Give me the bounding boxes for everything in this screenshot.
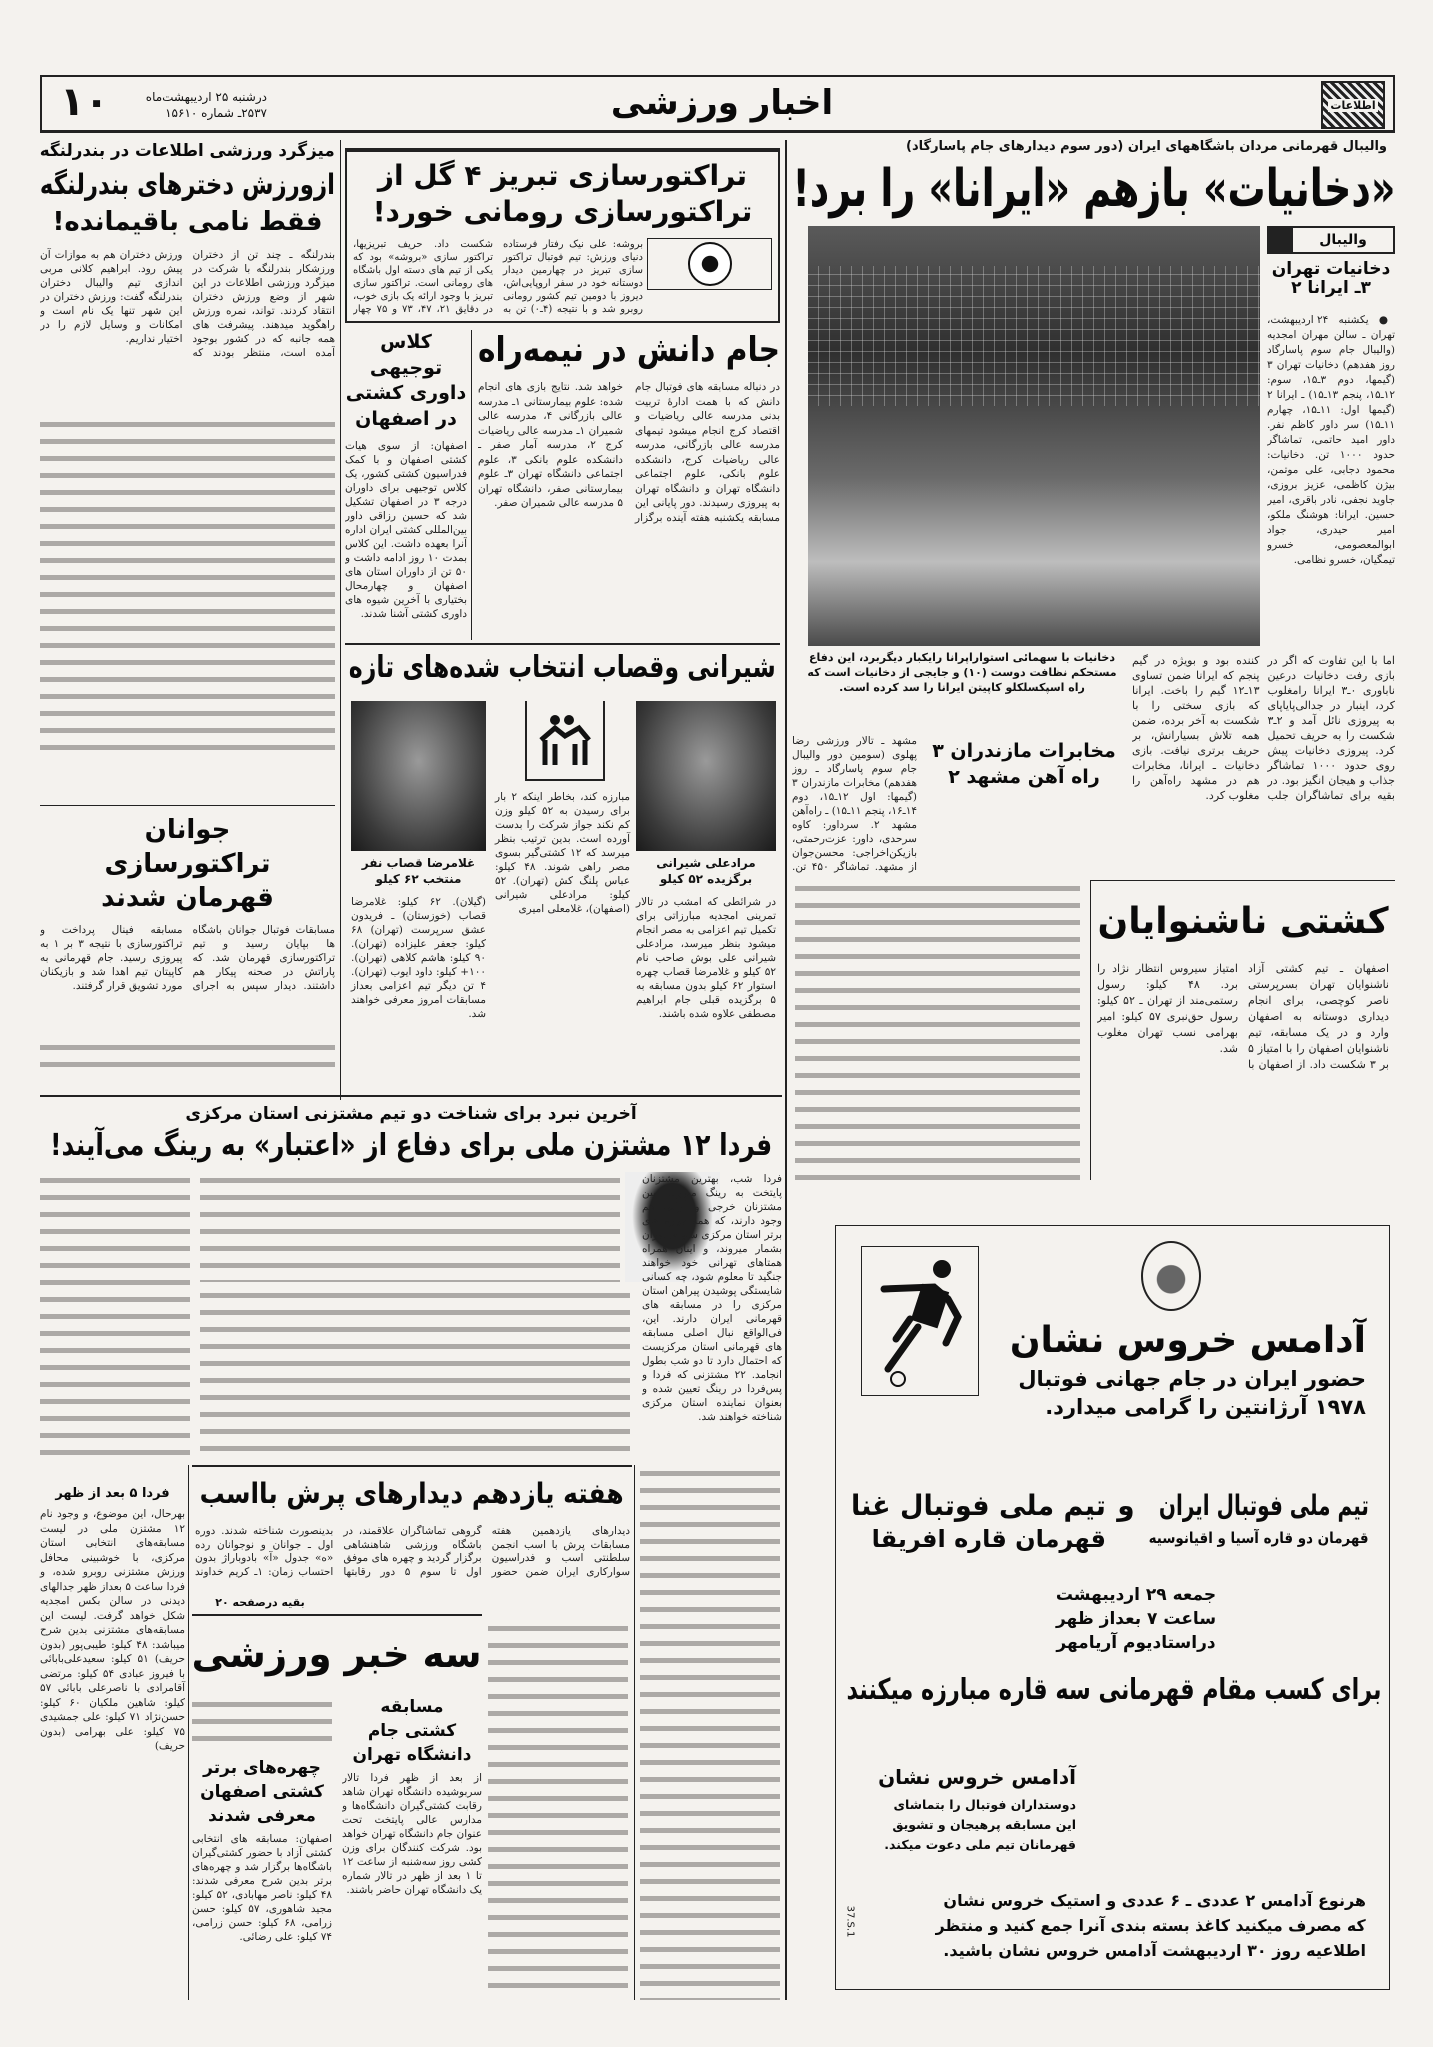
text-line <box>1097 901 1389 943</box>
text-line-content: ساعت ۷ بعداز ظهر <box>1055 1609 1217 1629</box>
text-line-content: جام دانش در نیمه‌راه <box>477 330 780 370</box>
text-line-content: ازورزش دخترهای بندرلنگه <box>39 168 335 201</box>
ad-code: 37.S.1 <box>844 1905 856 1938</box>
text-line-content: برای کسب مقام قهرمانی سه قاره مبارزه میکنند <box>846 1672 1381 1706</box>
text-line-content: اخبار ورزشی <box>610 83 834 123</box>
portrait-ghassab <box>351 701 486 851</box>
chewing-gum-advert <box>835 1225 1390 1990</box>
match-details: ● یکشنبه ۲۴ اردیبهشت، تهران ـ سالن مهران امجدیه (والیبال جام سوم پاسارگاد روز هفدهم) دخانیات تهران ۳ (گیمها، دوم ۳ـ۱۵، سوم: ۱۲ـ۱۵، پنجم ۱۳ـ۱۵) ـ ایرانا ۲ (گیمها اول: ۱۱ـ۱۵، چهارم ۱۱ـ۱۵) سر داور کاظم نفر. داور امید حاتمی، تماشاگر حدود ۱۰۰۰ تن. دخانیات: محمود دجابی، علی موتمن، بیژن کاظمی، عزیز بروزی، جاوید نجفی، نادر باقری، امیر حسین. ایرانا: هوشنگ ملکو، امیر حیدری، جواد ابوالمعصومی، خسرو تیمگیان، خسرو نظامی. <box>1267 314 1395 566</box>
story-headline <box>40 1127 782 1165</box>
ad-promo <box>936 1917 1366 1935</box>
text-line-content: میزگرد ورزشی اطلاعات در بندرلنگه <box>39 141 335 161</box>
text-line-content: هفته یازدهم دیدارهای پرش بااسب <box>200 1477 624 1510</box>
column-divider <box>471 330 472 640</box>
story-headline <box>192 1632 482 1676</box>
text-line <box>359 158 766 194</box>
text-line-content: دراستادیوم آریامهر <box>1056 1633 1216 1653</box>
boxing-right-continued-text <box>640 1465 780 2000</box>
text-line-content: که مصرف میکنید کاغذ بسته بندی آنرا جمع کنید و منتظر <box>936 1916 1366 1935</box>
label-tab <box>1269 228 1293 252</box>
text-line <box>195 1596 325 1610</box>
volleyball-continued-text <box>795 880 1080 1180</box>
ad-conjunction: و <box>1117 1489 1135 1522</box>
footballer-icon <box>862 1247 978 1395</box>
text-line <box>1036 1610 1236 1629</box>
text-line <box>856 1818 1076 1832</box>
story-headline <box>792 159 1395 221</box>
ad-invite <box>856 1838 1076 1852</box>
portrait-shirani <box>636 701 776 851</box>
text-line-content: فردا ۵ بعد از ظهر <box>55 1486 170 1501</box>
text-line-content: قهرمانان تیم ملی دعوت میکند. <box>884 1837 1076 1852</box>
story-body: بروشه: علی نیک رفتار فرستاده دنیای ورزش: تیم فوتبال تراکتور سازی تبریز در چهارمین دیدار دوستانه خود در سفر اروپایی‌اش، دیروز با دومین تیم کشور رومانی روبرو شد و با نتیجه (۴ـ۰) تن به شکست داد. حریف تبریزیها، تراکتور سازی «بروشه» بود که یکی از تیم های دسته اول باشگاه های رومانی است. تراکتور سازی تبریز با وجود ارائه یک بازی خوب، در دقایق ۲۱، ۴۷، ۷۳ و ۷۵ چهار <box>353 239 643 315</box>
text-line <box>478 330 780 370</box>
text-line-content: تیم ملی فوتبال غنا <box>850 1489 1106 1522</box>
three-news-story <box>192 1614 482 2002</box>
football-icon <box>688 242 732 286</box>
ad-invite <box>856 1818 1076 1832</box>
ad-team-iran <box>1159 1491 1369 1522</box>
news-item-body: از بعد از ظهر فردا تالار سربوشیده دانشگاه تهران شاهد رقابت کشتی‌گیران دانشگاه‌ها و مدارس عالی پایتخت تحت عنوان جام دانشگاه تهران خواهد بود. شرکت کنندگان برای وزن کشی روز سه‌شنبه از ساعت ۱۲ تا ۱ بعد از ظهر در تالار شماره یک دانشگاه تهران حاضر باشند. <box>342 1772 482 1897</box>
text-line-content: دوستداران فوتبال را بتماشای <box>893 1797 1076 1812</box>
story-continued-text <box>40 1172 190 1462</box>
ad-line <box>996 1368 1366 1391</box>
story-headline <box>478 330 780 370</box>
story-body: اصفهان ـ تیم کشتی آزاد ناشنوایان تهران بسرپرستی ناصر کوچصی، برای انجام دیداری دوستانه به اصفهان وارد و در یک مسابقه، تیم ناشنوایان اصفهان را با امتیاز ۵ بر ۳ شکست داد. از اصفهان با امتیاز سیروس انتظار نژاد را برد. ۴۸ کیلو: رسول رستمی‌مند از تهران ـ ۵۲ کیلو: رسول حق‌نبری ۵۷ کیلو: امیر بهرامی نسب تهران مغلوب شد. <box>1097 962 1389 1071</box>
football-image <box>647 238 772 290</box>
text-line-content: آخرین نبرد برای شناخت دو تیم مشتزنی استان مرکزی <box>185 1104 637 1124</box>
ad-promo <box>936 1892 1366 1910</box>
story-continued-text <box>200 1287 630 1457</box>
continued-on-page <box>195 1596 325 1610</box>
story-headline <box>347 152 778 230</box>
photo-caption: غلامرضا قصاب نفر منتخب ۶۲ کیلو <box>361 856 476 886</box>
text-line <box>846 1674 1381 1706</box>
text-line <box>40 168 335 202</box>
wrestling-pictogram <box>525 701 605 781</box>
page-number: ۱۰ <box>60 79 109 125</box>
story-body: بهرحال، این موضوع، و وجود نام ۱۲ مشتزن ملی در لیست مسابقه‌های انتخابی استان مرکزی، با خوشبینی محافل ورزش مشتزنی روبرو شده، و فردا ساعت ۵ بعداز ظهر جدالهای دیدنی در سالن بکس امجدیه شکل خواهد گرفت. لیست این مسابقه‌های مشتزنی بدین شرح میباشد: ۴۸ کیلو: طیبی‌پور (بدون حریف) ۵۱ کیلو: سعیدعلی‌بابائی با فیروز عبادی ۵۴ کیلو: مرتضی آقامرادی با ناصرعلی بابائی ۵۷ کیلو: شاهین ملکیان ۶۰ کیلو: حسن‌نژاد ۷۱ کیلو: علی جمشیدی ۷۵ کیلو: علی بهرامی (بدون حریف) <box>40 1508 186 1753</box>
shirani-story <box>345 643 780 1093</box>
text-line <box>359 194 766 230</box>
issue-date <box>117 89 267 121</box>
text-line <box>50 1103 772 1125</box>
text-line <box>996 1321 1366 1361</box>
text-line-content: جمعه ۲۹ اردیبهشت <box>1055 1585 1217 1605</box>
date-line <box>117 89 267 105</box>
text-line-content: تراکتورسازی رومانی خورد! <box>372 195 753 228</box>
text-line-content: ۲۵۳۷ـ شماره ۱۵۶۱۰ <box>165 106 267 120</box>
text-line-content: این مسابقه پرهیجان و تشویق <box>892 1817 1076 1832</box>
text-line-content: کشتی ناشنوایان <box>1097 901 1389 942</box>
text-line <box>542 85 902 122</box>
bandar-lengeh-story <box>40 140 335 800</box>
volleyball-net <box>808 266 1260 406</box>
story-kicker <box>40 1103 782 1125</box>
story-kicker <box>792 138 1395 155</box>
text-line-content: آدامس خروس نشان <box>878 1765 1076 1789</box>
text-line-content: ۱۹۷۸ آرژانتین را گرامی میدارد. <box>1045 1395 1366 1419</box>
ad-brand-2 <box>876 1766 1076 1788</box>
story-body: مبارزه کند، بخاطر اینکه ۲ بار برای رسیدن به ۵۲ کیلو وزن کم نکند جواز شرکت را بدست آورده است. بدین ترتیب بنظر میرسد که ۱۲ کشتی‌گیر بسوی مصر راهی شوند. ۴۸ کیلو: عباس پلنگ کش (تهران). ۵۲ کیلو: مرادعلی شیرانی (اصفهان)، غلامعلی امیری <box>495 791 630 915</box>
masthead <box>40 75 1395 133</box>
ad-team-ghana <box>851 1491 1106 1522</box>
mokhaberat-body: مشهد ـ تالار ورزشی رضا پهلوی (سومین دور والیبال جام سوم پاسارگاد ـ روز هفدهم) مخابرات مازندران ۳ (گیمها: اول ۱۲ـ۱۵، دوم ۱۴ـ۱۶، پنجم ۱۱ـ۱۵) ـ راه‌آهن مشهد ۲. سرداور: کاوه سرحدی، داور: عزت‌رحمتی، بازیکن‌اخراجی: محسن‌جوان از مشهد. تماشاگر ۴۵۰ تن. <box>792 735 917 873</box>
text-line-content: شیرانی وقصاب انتخاب شده‌های تازه <box>349 650 776 685</box>
ad-tagline <box>846 1674 1381 1706</box>
ad-line <box>996 1396 1366 1419</box>
text-line-content: «دخانیات» بازهم «ایرانا» را برد! <box>792 159 1395 219</box>
boxing-continued <box>40 1465 185 2000</box>
text-line <box>1159 1491 1369 1522</box>
column-divider <box>188 1465 189 2000</box>
danesh-cup-story <box>478 330 780 640</box>
rooster-emblem <box>1141 1241 1201 1311</box>
story-headline <box>40 168 335 202</box>
story-body: بندرلنگه ـ چند تن از دختران ورزشکار بندرلنگه با شرکت در میزگرد ورزشی اطلاعات در این شهر از وضع ورزش دختران انتقاد کردند. تواند، نمره ورزش راهگوید میدهند. پیشرفت های همه جانبه که در کشور بوجود آمده است، منتظر بودند که ورزش دختران هم به موازات آن پیش رود. ابراهیم کلانی مربی اندازی تیم والیبال دختران بندرلنگه گفت: ورزش دختران در این شهر تنها یک نام است و امکانات و وسایل لازم را در اختیار نداریم. <box>40 249 335 359</box>
story-body: دیدارهای یازدهمین هفته مسابقات پرش با اسب انجمن سلطنتی اسب و فدراسیون سوارکاری ایران ضمن حضور گروهی تماشاگران علاقمند، در باشگاه ورزشی شاهنشاهی برگزار گردید و چهره های موفق اول تا سوم ۵ دور رقابتها بدینصورت شناخته شدند. دوره اول ـ جوانان و نوجوانان رده «ه» جدول «آ» بادوباراژ بدون احتساب زمان: ۱ـ کریم خداوند <box>195 1525 630 1578</box>
ad-date <box>1036 1586 1236 1605</box>
text-line <box>996 1396 1366 1419</box>
news-item-continued-text <box>192 1696 332 1751</box>
text-line <box>856 1798 1076 1812</box>
logo-text: اطلاعات <box>1330 98 1376 112</box>
story-headline <box>1091 901 1395 943</box>
story-body: (گیلان). ۶۲ کیلو: غلامرضا قصاب (خوزستان) ـ فریدون عشق سرپرست (تهران) ۶۸ کیلو: جعفر علیزاده (تهران). ۹۰ کیلو: هاشم کلاهی (تهران). ۱۰۰+ کیلو: داود ایوب (تهران). ۴ تن دیگر تیم اعزامی بعداز مسابقات امروز معرفی خواهند شد. <box>351 896 486 1020</box>
text-line-content: هرنوع آدامس ۲ عددی ـ ۶ عددی و استیک خروس نشان <box>943 1891 1366 1910</box>
text-line-content: تیم ملی فوتبال ایران <box>1159 1489 1369 1522</box>
wrestlers-icon <box>535 710 595 770</box>
volleyball-story <box>792 138 1395 878</box>
horse-jumping-story <box>192 1465 632 1523</box>
text-line <box>1036 1634 1236 1653</box>
story-kicker <box>40 140 335 162</box>
score-headline: دخانیات تهران ۳ـ ایرانا ۲ <box>1271 259 1391 298</box>
story-body: فردا شب، بهترین مشتزنان پایتخت به رینگ میروند، بین مشتزنان خرجی و آرانی هم وجود دارند، که همه چهره های برتر استان مرکزی سنهای تهران بشمار میروند، و اینان همراه همتاهای تهرانی خود خواهند جنگید تا معلوم شود، چه کسانی شایستگی پوشیدن پیراهن استان مرکزی را در مسابقه های قهرمانی ایران دارند. این، فی‌الواقع نبال اصلی مسابقه های قهرمانی استان مرکزیست که احتمال دارد تا دو شب بطول انجامد. ۲۲ مشتزنی که فردا و پس‌فردا در رینگ تعیین شده و بعنوان نماینده استان مرکزی شناخته خواهند شد. <box>642 1173 782 1423</box>
story-headline <box>345 649 780 687</box>
story-headline: کلاس توجیهی داوری کشتی در اصفهان <box>345 331 467 430</box>
text-line <box>856 1838 1076 1852</box>
text-line-content: درشنبه ۲۵ اردیبهشت‌ماه <box>145 90 267 104</box>
ad-invite <box>856 1798 1076 1812</box>
text-line <box>792 138 1387 155</box>
story-continued-text <box>40 1039 335 1079</box>
text-line-content: حضور ایران در جام جهانی فوتبال <box>1018 1367 1366 1391</box>
ad-time <box>1036 1610 1236 1629</box>
text-line <box>192 1632 482 1676</box>
sport-label-box <box>1267 226 1395 254</box>
text-line-content: آدامس خروس نشان <box>1009 1320 1366 1361</box>
text-line <box>851 1526 1106 1552</box>
story-continued-text <box>40 416 335 756</box>
text-line <box>936 1942 1366 1960</box>
column-divider <box>785 140 787 2000</box>
text-line-content: سه خبر ورزشی <box>192 1632 482 1676</box>
story-headline <box>192 1477 632 1511</box>
photo-caption: مرادعلی شیرانی برگزیده ۵۲ کیلو <box>656 856 756 886</box>
column-divider <box>634 1465 635 2000</box>
news-item-headline: مسابقه کشتی جام دانشگاه تهران <box>352 1697 472 1765</box>
text-line <box>876 1766 1076 1788</box>
text-line <box>792 159 1395 219</box>
text-line <box>50 1127 772 1165</box>
tractor-youth-story <box>40 805 335 1090</box>
deaf-wrestling-story <box>1090 880 1395 1180</box>
column-divider <box>340 140 341 1100</box>
news-item <box>342 1696 482 1971</box>
text-line-content: فردا ۱۲ مشتزن ملی برای دفاع از «اعتبار» به رینگ می‌آیند! <box>49 1128 772 1163</box>
photo-caption: دخانیات با سهمائی استواراپرانا رایکبار دیگربرد، این دفاع مستحکم نظافت دوست (۱۰) و جایجی از دخانیات است که راه اسپکسلکلو کاپیتن ایرانا را سد کرده است. <box>807 651 1117 694</box>
text-line <box>117 105 267 121</box>
text-line <box>40 206 335 238</box>
ad-venue <box>1036 1634 1236 1653</box>
text-line <box>851 1491 1106 1522</box>
issue-number-line <box>117 105 267 121</box>
ad-team-ghana-sub <box>851 1526 1106 1552</box>
text-line-content: تراکتورسازی تبریز ۴ گل از <box>377 159 748 192</box>
ad-brand <box>996 1321 1366 1361</box>
news-item <box>192 1696 332 1982</box>
volleyball-photo <box>808 226 1260 646</box>
text-line-content: قهرمان قاره افریقا <box>871 1525 1106 1553</box>
story-headline <box>40 206 335 238</box>
text-line <box>200 1477 624 1511</box>
story-body: در شرائطی که امشب در تالار تمرینی امجدیه مبارزاتی برای تکمیل تیم اعزامی به مصر انجام میشود بنظر میرسد، مرادعلی شیرانی علی بوش صاحب نام ۵۲ کیلو و غلامرضا قصاب چهره استوار ۶۲ کیلو بدون مسابقه به ۵ برگزیده قبلی جام ابراهیم مصطفی علاوه شده باشند. <box>636 896 776 1020</box>
tractor-romania-story <box>345 148 780 323</box>
boxing-story <box>40 1095 782 1465</box>
story-body: اصفهان: از سوی هیات کشتی اصفهان و با کمک فدراسیون کشتی کشور، یک کلاس توجیهی برای داوران درجه ۳ در اصفهان تشکیل شد که حسین رزاقی داور بین‌المللی کشتی ایران اداره آنرا بعهده داشت. این کلاس بمدت ۱۰ روز ادامه داشت و ۵۰ تن از داوران استان های اصفهان و چهارمحال بختیاری با آخرین شیوه های داوری کشتی آشنا شدند. <box>345 439 467 620</box>
story-body: مسابقات فوتبال جوانان باشگاه ها بپایان رسید و تیم تراکتورسازی قهرمان شد. که پاراتش در صحنه پیکار هم داشتند. دیدار سپس به اجرای مسابقه فینال پرداخت و تراکتورسازی با نتیجه ۳ بر ۱ به پیروزی رسید. جام قهرمانی به کاپیتان تیم اهدا شد و بازیکنان مورد تشویق قرار گرفتند. <box>40 924 335 993</box>
text-line <box>117 89 267 105</box>
subhead-mokhaberat: مخابرات مازندران ۳ راه آهن مشهد ۲ <box>932 740 1116 788</box>
story-body: در دنباله مسابقه های فوتبال جام دانش که با همت ادارۀ تربیت بدنی مدرسه عالی ریاضیات و اقتصاد کرج انجام میشود تیمهای مدرسه عالی بازرگانی، مدرسه عالی ریاضیات کرج، دانشکده علوم بانکی، علوم اجتماعی دانشگاه تهران و دانشگاه تهران به پیروزی رسیدند. دور پایانی این مسابقه یکشنبه هفته آینده برگزار خواهد شد. نتایج بازی های انجام شده: علوم بیمارستانی ۱ـ مدرسه عالی بازرگانی ۴، مدرسه عالی شمیران ۱ـ مدرسه عالی ریاضیات کرج ۲، مدرسه آمار صفر ـ دانشکده علوم بانکی ۳، علوم اجتماعی دانشگاه تهران ۳ـ علوم بیمارستانی صفر، دانشگاه تهران ۵ مدرسه عالی شمیران صفر. <box>478 381 780 524</box>
text-line <box>996 1368 1366 1391</box>
text-line <box>936 1917 1366 1935</box>
newspaper-logo <box>1321 81 1385 129</box>
text-line-content: قهرمان دو قاره آسیا و اقیانوسیه <box>1149 1529 1369 1547</box>
text-line-content: اطلاعیه روز ۳۰ اردیبهشت آدامس خروس نشان باشید. <box>943 1941 1366 1960</box>
section-title <box>542 85 902 122</box>
text-line-content: بقیه درصفحه ۲۰ <box>215 1596 305 1609</box>
story-body: اما با این تفاوت که اگر در بازی رفت دخانیات درعین ناباوری ۰ـ۳ ایرانا رامغلوب کرد، اینبار در جدالی‌پایاپای به پیروزی نائل آمد و ۲ـ۳ شکست را به حریف تحمیل کرد. پیروزی دخانیات پیش روی حدود ۱۰۰۰ تماشاگر جذاب و هیجان انگیز بود. در بقیه برای تماشاگران جلب کننده بود و بویژه در گیم پنجم که ایرانا ضمن تساوی ۱۳ـ۱۲ گیم را باخت. ایرانا که بازی سختی را با شکست به آخر برده، ضمن همه تلاش بسیارانش، بر حریف برتری نیافت. بازی دخانیات ـ ایرانا، مخابرات هم در مشهد راه‌آهن را مغلوب کرد. <box>1132 654 1395 802</box>
text-line-content: فقط نامی باقیمانده! <box>52 207 323 237</box>
text-line <box>40 140 335 162</box>
text-line <box>349 649 776 687</box>
text-line-content: والیبال قهرمانی مردان باشگاههای ایران (دور سوم دیدارهای جام پاسارگاد) <box>906 139 1387 154</box>
footballer-pictogram <box>861 1246 979 1396</box>
story-continued-text <box>200 1172 620 1282</box>
referee-class-story <box>345 330 467 640</box>
sport-label: والیبال <box>1319 232 1367 248</box>
text-line <box>936 1892 1366 1910</box>
news-item-body: اصفهان: مسابقه های انتخابی کشتی آزاد با حضور کشتی‌گیران باشگاه‌ها برگزار شد و چهره‌های برتر بدین شرح معرفی شدند: ۴۸ کیلو: ناصر مهابادی، ۵۲ کیلو: مجید شاهوری، ۵۷ کیلو: حسن زرامی، ۶۸ کیلو: حسن زرامی، ۷۴ کیلو: علی رضائی. <box>192 1833 332 1944</box>
text-line <box>1036 1586 1236 1605</box>
ad-team-iran-sub <box>1149 1530 1369 1547</box>
text-line <box>1149 1530 1369 1547</box>
horse-jumping-continued-text <box>488 1620 628 2000</box>
news-item-headline: چهره‌های برتر کشتی اصفهان معرفی شدند <box>200 1758 324 1826</box>
story-headline: جوانان تراکتورسازی قهرمان شدند <box>101 815 274 913</box>
ad-promo <box>936 1942 1366 1960</box>
